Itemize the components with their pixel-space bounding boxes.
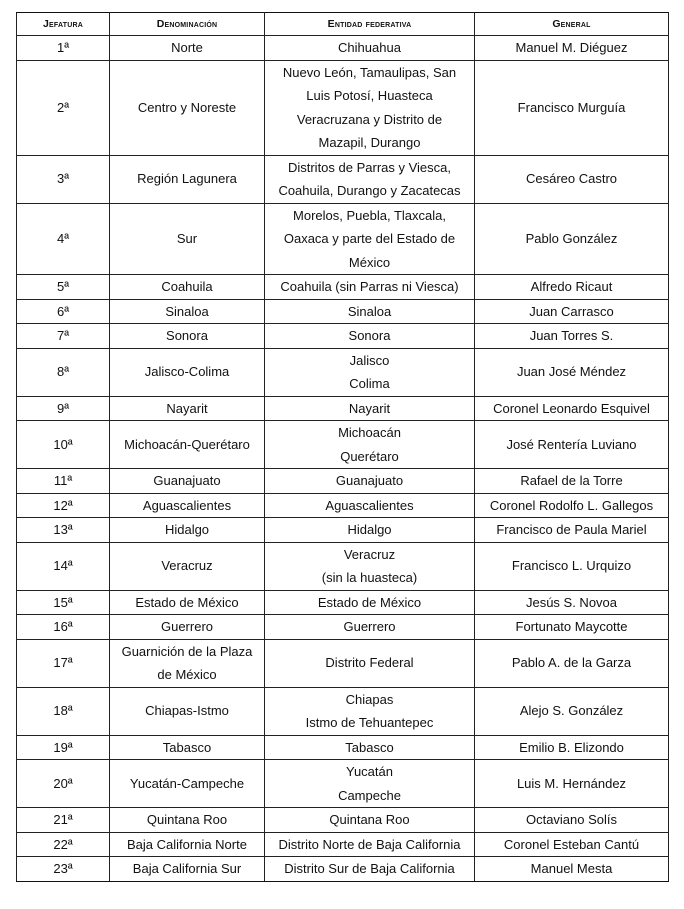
- entidad-cell: [265, 857, 475, 882]
- entidad-cell: [265, 155, 475, 203]
- table-row: [17, 36, 669, 61]
- entidad-cell: [265, 808, 475, 833]
- jefatura-cell: 22ª: [17, 832, 110, 857]
- entidad-cell-line: México: [348, 254, 391, 270]
- denominacion-cell-line: Sonora: [166, 328, 208, 343]
- general-cell: Francisco L. Urquizo: [475, 542, 669, 590]
- jefatura-cell: 10ª: [17, 421, 110, 469]
- denominacion-cell-line: de México: [157, 667, 217, 682]
- entidad-cell-line: Veracruzana y Distrito de: [296, 111, 443, 127]
- general-cell: Fortunato Maycotte: [475, 615, 669, 640]
- denominacion-cell-line: Estado de México: [135, 594, 239, 610]
- general-cell: Coronel Leonardo Esquivel: [475, 396, 669, 421]
- entidad-cell-line: Coahuila (sin Parras ni Viesca): [280, 279, 459, 294]
- denominacion-cell: [110, 203, 265, 275]
- table-row: [17, 760, 669, 808]
- table-row: [17, 518, 669, 543]
- general-cell: Pablo González: [475, 203, 669, 275]
- entidad-cell-line: Distrito Federal: [325, 655, 414, 671]
- header-jefatura: Jefatura: [17, 13, 110, 36]
- general-cell: Rafael de la Torre: [475, 469, 669, 494]
- jefatura-cell: 4ª: [17, 203, 110, 275]
- denominacion-cell-line: Norte: [171, 40, 203, 55]
- denominacion-cell: [110, 687, 265, 735]
- table-row: [17, 493, 669, 518]
- denominacion-cell-line: Centro y Noreste: [137, 99, 237, 115]
- general-cell: Alejo S. González: [475, 687, 669, 735]
- general-cell: Francisco de Paula Mariel: [475, 518, 669, 543]
- entidad-cell-line: Istmo de Tehuantepec: [305, 715, 434, 730]
- entidad-cell-line: Jalisco: [349, 352, 390, 368]
- table-row: [17, 808, 669, 833]
- table-row: [17, 832, 669, 857]
- entidad-cell-line: Yucatán: [346, 764, 393, 779]
- jefatura-cell: 8ª: [17, 348, 110, 396]
- denominacion-cell-line: Coahuila: [161, 279, 213, 294]
- jefatura-cell: 15ª: [17, 590, 110, 615]
- table-row: [17, 639, 669, 687]
- table-row: [17, 155, 669, 203]
- entidad-cell: [265, 60, 475, 155]
- entidad-cell-line: Colima: [349, 376, 390, 391]
- entidad-cell: [265, 542, 475, 590]
- denominacion-cell-line: Tabasco: [162, 739, 212, 755]
- general-cell: Juan José Méndez: [475, 348, 669, 396]
- entidad-cell-line: Veracruz: [343, 546, 396, 562]
- jefatura-cell: 12ª: [17, 493, 110, 518]
- entidad-cell: [265, 760, 475, 808]
- denominacion-cell: [110, 639, 265, 687]
- entidad-cell: [265, 299, 475, 324]
- entidad-cell-line: Chihuahua: [338, 40, 401, 55]
- entidad-cell: [265, 518, 475, 543]
- denominacion-cell: [110, 518, 265, 543]
- entidad-cell-line: Guanajuato: [335, 473, 404, 488]
- entidad-cell-line: Campeche: [338, 787, 401, 803]
- denominacion-cell-line: Yucatán-Campeche: [129, 775, 245, 791]
- denominacion-cell-line: Sinaloa: [165, 303, 209, 319]
- table-row: [17, 396, 669, 421]
- denominacion-cell-line: Aguascalientes: [142, 497, 232, 513]
- jefatura-cell: 16ª: [17, 615, 110, 640]
- denominacion-cell: [110, 760, 265, 808]
- denominacion-cell: [110, 348, 265, 396]
- general-cell: Emilio B. Elizondo: [475, 735, 669, 760]
- general-cell: Juan Carrasco: [475, 299, 669, 324]
- denominacion-cell: [110, 421, 265, 469]
- entidad-cell: [265, 687, 475, 735]
- entidad-cell-line: Distritos de Parras y Viesca,: [287, 159, 452, 175]
- jefatura-cell: 14ª: [17, 542, 110, 590]
- general-cell: Cesáreo Castro: [475, 155, 669, 203]
- entidad-cell-line: Sonora: [348, 328, 391, 343]
- jefatura-cell: 3ª: [17, 155, 110, 203]
- denominacion-cell: [110, 36, 265, 61]
- general-cell: Juan Torres S.: [475, 324, 669, 349]
- denominacion-cell: [110, 275, 265, 300]
- denominacion-cell-line: Veracruz: [161, 558, 213, 574]
- jefaturas-table: [16, 12, 669, 882]
- general-cell: Pablo A. de la Garza: [475, 639, 669, 687]
- general-cell: Manuel Mesta: [475, 857, 669, 882]
- table-row: [17, 275, 669, 300]
- table-row: [17, 857, 669, 882]
- denominacion-cell-line: Chiapas-Istmo: [145, 703, 229, 719]
- jefatura-cell: 2ª: [17, 60, 110, 155]
- jefatura-cell: 19ª: [17, 735, 110, 760]
- jefatura-cell: 9ª: [17, 396, 110, 421]
- general-cell: Alfredo Ricaut: [475, 275, 669, 300]
- general-cell: Coronel Rodolfo L. Gallegos: [475, 493, 669, 518]
- header-denominacion: Denominación: [110, 13, 265, 36]
- table-row: [17, 590, 669, 615]
- header-general: General: [475, 13, 669, 36]
- denominacion-cell-line: Región Lagunera: [137, 171, 237, 187]
- table-row: [17, 299, 669, 324]
- denominacion-cell: [110, 590, 265, 615]
- table-row: [17, 469, 669, 494]
- denominacion-cell-line: Baja California Norte: [127, 836, 247, 852]
- entidad-cell-line: Michoacán: [338, 425, 401, 440]
- entidad-cell-line: Nayarit: [348, 400, 391, 416]
- denominacion-cell: [110, 299, 265, 324]
- denominacion-cell-line: Michoacán-Querétaro: [124, 436, 250, 452]
- denominacion-cell: [110, 615, 265, 640]
- jefatura-cell: 13ª: [17, 518, 110, 543]
- entidad-cell-line: Guerrero: [343, 619, 396, 634]
- denominacion-cell: [110, 808, 265, 833]
- table-row: [17, 203, 669, 275]
- entidad-cell-line: (sin la huasteca): [321, 570, 418, 585]
- table-row: [17, 735, 669, 760]
- general-cell: José Rentería Luviano: [475, 421, 669, 469]
- table-row: [17, 60, 669, 155]
- denominacion-cell: [110, 832, 265, 857]
- denominacion-cell-line: Sur: [176, 231, 198, 246]
- table-body: [17, 36, 669, 882]
- denominacion-cell-line: Hidalgo: [164, 522, 210, 537]
- entidad-cell: [265, 36, 475, 61]
- entidad-cell-line: Aguascalientes: [325, 497, 414, 513]
- denominacion-cell-line: Nayarit: [166, 400, 208, 416]
- jefatura-cell: 11ª: [17, 469, 110, 494]
- denominacion-cell-line: Guarnición de la Plaza: [121, 643, 253, 659]
- jefatura-cell: 17ª: [17, 639, 110, 687]
- denominacion-cell-line: Jalisco-Colima: [144, 364, 230, 380]
- entidad-cell: [265, 469, 475, 494]
- entidad-cell: [265, 590, 475, 615]
- denominacion-cell: [110, 60, 265, 155]
- entidad-cell-line: Estado de México: [317, 594, 422, 610]
- jefatura-cell: 7ª: [17, 324, 110, 349]
- denominacion-cell-line: Baja California Sur: [132, 861, 242, 876]
- denominacion-cell: [110, 542, 265, 590]
- general-cell: Manuel M. Diéguez: [475, 36, 669, 61]
- entidad-cell-line: Sinaloa: [347, 303, 392, 319]
- entidad-cell: [265, 493, 475, 518]
- entidad-cell: [265, 639, 475, 687]
- entidad-cell-line: Tabasco: [345, 739, 394, 755]
- entidad-cell: [265, 203, 475, 275]
- jefatura-cell: 1ª: [17, 36, 110, 61]
- table-row: [17, 348, 669, 396]
- general-cell: Octaviano Solís: [475, 808, 669, 833]
- denominacion-cell-line: Guanajuato: [153, 473, 221, 488]
- table-row: [17, 421, 669, 469]
- denominacion-cell: [110, 469, 265, 494]
- denominacion-cell: [110, 155, 265, 203]
- jefatura-cell: 20ª: [17, 760, 110, 808]
- entidad-cell-line: Querétaro: [340, 448, 399, 464]
- table-row: [17, 687, 669, 735]
- entidad-cell-line: Coahuila, Durango y Zacatecas: [278, 183, 461, 198]
- general-cell: Luis M. Hernández: [475, 760, 669, 808]
- jefatura-cell: 6ª: [17, 299, 110, 324]
- entidad-cell: [265, 832, 475, 857]
- entidad-cell-line: Mazapil, Durango: [318, 135, 421, 150]
- header-entidad-federativa: Entidad federativa: [265, 13, 475, 36]
- general-cell: Francisco Murguía: [475, 60, 669, 155]
- entidad-cell: [265, 348, 475, 396]
- entidad-cell-line: Hidalgo: [347, 522, 392, 537]
- jefatura-cell: 21ª: [17, 808, 110, 833]
- entidad-cell: [265, 735, 475, 760]
- general-cell: Jesús S. Novoa: [475, 590, 669, 615]
- denominacion-cell-line: Guerrero: [160, 619, 214, 634]
- entidad-cell-line: Luis Potosí, Huasteca: [306, 88, 433, 103]
- entidad-cell-line: Distrito Sur de Baja California: [284, 861, 455, 876]
- entidad-cell: [265, 615, 475, 640]
- entidad-cell-line: Chiapas: [345, 691, 394, 707]
- table-header-row: [17, 13, 669, 36]
- table-row: [17, 615, 669, 640]
- table-row: [17, 542, 669, 590]
- jefatura-cell: 18ª: [17, 687, 110, 735]
- denominacion-cell: [110, 735, 265, 760]
- entidad-cell-line: Morelos, Puebla, Tlaxcala,: [293, 207, 446, 223]
- denominacion-cell-line: Quintana Roo: [146, 812, 228, 827]
- general-cell: Coronel Esteban Cantú: [475, 832, 669, 857]
- denominacion-cell: [110, 857, 265, 882]
- table-row: [17, 324, 669, 349]
- entidad-cell: [265, 275, 475, 300]
- denominacion-cell: [110, 493, 265, 518]
- denominacion-cell: [110, 396, 265, 421]
- entidad-cell: [265, 324, 475, 349]
- entidad-cell-line: Distrito Norte de Baja California: [278, 836, 461, 852]
- jefatura-cell: 23ª: [17, 857, 110, 882]
- entidad-cell-line: Oaxaca y parte del Estado de: [283, 231, 456, 246]
- denominacion-cell: [110, 324, 265, 349]
- jefatura-cell: 5ª: [17, 275, 110, 300]
- entidad-cell-line: Quintana Roo: [329, 812, 410, 827]
- entidad-cell: [265, 421, 475, 469]
- entidad-cell: [265, 396, 475, 421]
- entidad-cell-line: Nuevo León, Tamaulipas, San: [282, 64, 457, 80]
